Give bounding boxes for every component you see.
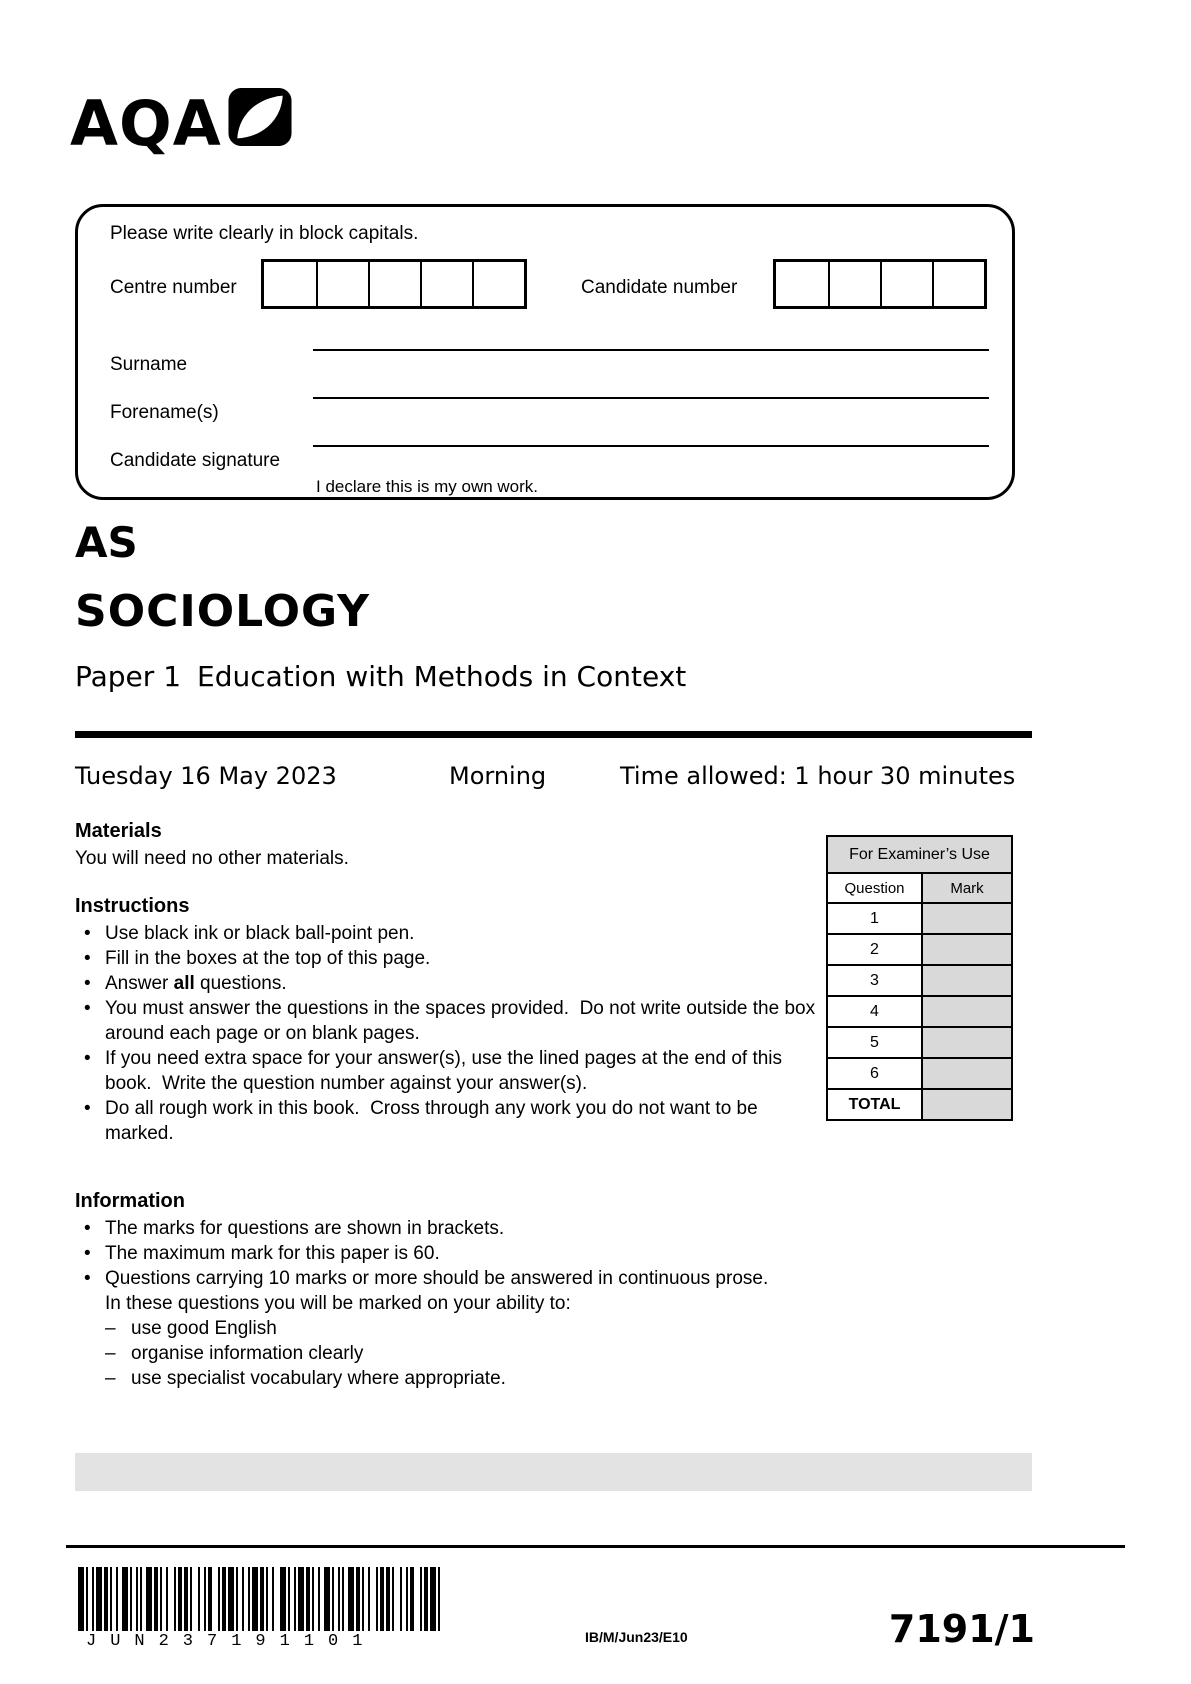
instruction-text: Use black ink or black ball-point pen.: [105, 923, 415, 944]
examiner-use-table: [826, 835, 1013, 1121]
information-item: [75, 1241, 817, 1266]
instruction-text: questions.: [194, 973, 287, 994]
information-subtext: use good English: [131, 1318, 277, 1339]
mark-cell[interactable]: [922, 934, 1012, 965]
total-label: TOTAL: [827, 1089, 922, 1120]
information-section: [75, 1190, 820, 1391]
signature-label: Candidate signature: [110, 450, 281, 471]
mark-cell[interactable]: [922, 996, 1012, 1027]
front-page-text: [75, 820, 820, 1415]
paper-number: Paper 1: [75, 660, 182, 693]
time-allowed: Time allowed: 1 hour 30 minutes: [620, 762, 1016, 790]
centre-number-cell[interactable]: [420, 262, 472, 306]
title-divider-rule: [75, 731, 1032, 738]
surname-label: Surname: [110, 354, 188, 375]
information-heading: Information: [75, 1190, 185, 1212]
examiner-table-total-row: [827, 1089, 1012, 1120]
instruction-text: You must answer the questions in the spaces provided. Do not write outside the box around each page or on blank pages.: [105, 998, 821, 1044]
examiner-table-row: [827, 1058, 1012, 1089]
information-subtext: organise information clearly: [131, 1343, 364, 1364]
instruction-text: Answer: [105, 973, 174, 994]
aqa-logo-text: AQA: [70, 87, 222, 160]
paper-title-line: [75, 660, 686, 693]
centre-number-cell[interactable]: [472, 262, 524, 306]
candidate-number-label: Candidate number: [581, 277, 738, 298]
examiner-table-row: [827, 1027, 1012, 1058]
instruction-item: [75, 1096, 817, 1146]
instruction-item: [75, 1046, 817, 1096]
examiner-table-title: For Examiner’s Use: [827, 836, 1012, 873]
examiner-table-row: [827, 965, 1012, 996]
instructions-list: [75, 921, 821, 1146]
information-text: The marks for questions are shown in brackets.: [105, 1218, 505, 1239]
question-column-header: Question: [827, 873, 922, 903]
instruction-text: Fill in the boxes at the top of this page.: [105, 948, 431, 969]
question-number: 4: [827, 996, 922, 1027]
candidate-number-cell[interactable]: [880, 262, 932, 306]
total-mark-cell[interactable]: [922, 1089, 1012, 1120]
centre-number-cell[interactable]: [368, 262, 420, 306]
information-item: [75, 1266, 817, 1316]
centre-number-cell[interactable]: [316, 262, 368, 306]
footer-reference: IB/M/Jun23/E10: [585, 1629, 688, 1645]
paper-code: 7191/1: [888, 1607, 1035, 1651]
footer-grey-band: [75, 1453, 1032, 1491]
candidate-number-cell[interactable]: [932, 262, 984, 306]
paper-name: Education with Methods in Context: [197, 660, 687, 693]
instruction-text: Do all rough work in this book. Cross through any work you do not want to be marked.: [105, 1098, 763, 1144]
information-text: Questions carrying 10 marks or more should be answered in continuous prose.: [105, 1268, 769, 1289]
exam-date: Tuesday 16 May 2023: [75, 762, 337, 790]
mark-column-header: Mark: [922, 873, 1012, 903]
forenames-input-line[interactable]: [313, 397, 989, 399]
information-subitem: [75, 1341, 820, 1366]
mark-cell[interactable]: [922, 1058, 1012, 1089]
subject-title: SOCIOLOGY: [75, 586, 371, 637]
instruction-item: [75, 946, 817, 971]
aqa-leaf-icon: [228, 88, 292, 146]
examiner-table-row: [827, 934, 1012, 965]
question-number: 3: [827, 965, 922, 996]
question-number: 1: [827, 903, 922, 934]
block-capitals-hint: Please write clearly in block capitals.: [110, 223, 419, 244]
mark-cell[interactable]: [922, 965, 1012, 996]
materials-body: You will need no other materials.: [75, 848, 349, 869]
barcode-bars: [78, 1567, 448, 1631]
candidate-number-cell[interactable]: [776, 262, 828, 306]
signature-input-line[interactable]: [313, 445, 989, 447]
instruction-item: [75, 996, 821, 1046]
instructions-heading: Instructions: [75, 895, 190, 917]
information-sublist: [75, 1316, 820, 1391]
information-subitem: [75, 1366, 820, 1391]
aqa-logo: [70, 86, 292, 162]
candidate-number-cell[interactable]: [828, 262, 880, 306]
candidate-details-box: [75, 204, 1015, 500]
information-item: [75, 1216, 817, 1241]
declaration-text: I declare this is my own work.: [316, 477, 539, 496]
question-number: 6: [827, 1058, 922, 1089]
exam-barcode: [78, 1567, 448, 1651]
barcode-text: JUN237191101: [86, 1632, 377, 1651]
centre-number-label: Centre number: [110, 277, 237, 298]
instruction-text: If you need extra space for your answer(s), use the lined pages at the end of this book. Write the question number against your answer(s).: [105, 1048, 788, 1094]
footer-rule: [66, 1545, 1125, 1548]
information-text: In these questions you will be marked on your ability to:: [105, 1293, 571, 1314]
instructions-section: [75, 895, 820, 1146]
question-number: 5: [827, 1027, 922, 1058]
centre-number-cell[interactable]: [264, 262, 316, 306]
materials-heading: Materials: [75, 820, 162, 842]
qualification-level: AS: [75, 518, 138, 567]
examiner-table-row: [827, 903, 1012, 934]
information-subitem: [75, 1316, 820, 1341]
instruction-text-bold: all: [173, 973, 195, 994]
question-number: 2: [827, 934, 922, 965]
mark-cell[interactable]: [922, 903, 1012, 934]
materials-section: [75, 820, 820, 871]
information-list: [75, 1216, 817, 1316]
candidate-number-grid: [773, 259, 987, 309]
mark-cell[interactable]: [922, 1027, 1012, 1058]
information-text: The maximum mark for this paper is 60.: [105, 1243, 440, 1264]
instruction-item: [75, 971, 817, 996]
forenames-label: Forename(s): [110, 402, 219, 423]
examiner-table-row: [827, 996, 1012, 1027]
instruction-item: [75, 921, 817, 946]
information-subtext: use specialist vocabulary where appropriate.: [131, 1368, 506, 1389]
exam-session: Morning: [449, 762, 547, 790]
centre-number-grid: [261, 259, 527, 309]
surname-input-line[interactable]: [313, 349, 989, 351]
